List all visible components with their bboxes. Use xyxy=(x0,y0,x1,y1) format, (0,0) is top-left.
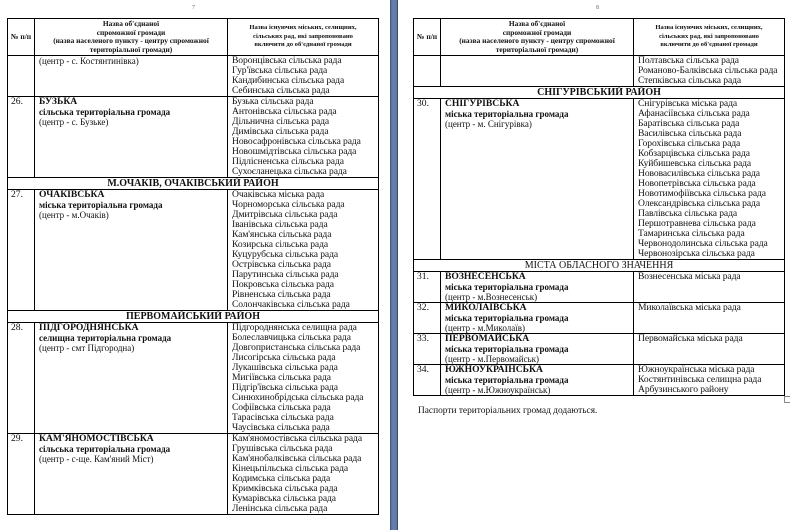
community-name: ВОЗНЕСЕНСЬКА xyxy=(445,271,526,283)
council-name: Костянтинівська селищна рада xyxy=(638,374,762,386)
community-type: сільська територіальна громада xyxy=(39,107,171,118)
council-name: Чорноморська сільська рада xyxy=(232,199,345,211)
council-name: Антонівська сільська рада xyxy=(232,106,337,118)
council-name: Кандибинська сільська рада xyxy=(232,75,345,87)
communities-table xyxy=(7,18,379,515)
council-name: Лисогірська сільська рада xyxy=(232,352,336,364)
community-cell xyxy=(441,334,634,365)
header-councils xyxy=(634,19,785,56)
council-name: Кам'яномостівська сільська рада xyxy=(232,433,362,445)
council-name: Підлісненська сільська рада xyxy=(232,156,344,168)
table-row xyxy=(8,434,379,515)
council-name: Іванівська сільська рада xyxy=(232,219,328,231)
council-name: Рівненська сільська рада xyxy=(232,289,331,301)
council-name: Кінецьпільська сільська рада xyxy=(232,463,349,475)
community-cell xyxy=(441,99,634,260)
council-name: Павлівська сільська рада xyxy=(638,208,738,220)
header-line: територіальної громади) xyxy=(89,44,173,54)
community-center: (центр - с. Костянтинівка) xyxy=(39,56,139,67)
header-number: № п/п xyxy=(8,19,35,56)
council-name: Ленінська сільська рада xyxy=(232,503,328,515)
row-number xyxy=(414,56,441,87)
header-line: спроможної громади xyxy=(96,27,166,37)
council-name: Грушівська сільська рада xyxy=(232,443,333,455)
council-name: Синюхинобрідська сільська рада xyxy=(232,392,364,404)
header-line: сільських рад, які запропоновано xyxy=(659,32,759,40)
council-name: Підгір'ївська сільська рада xyxy=(232,382,338,394)
section-header-row xyxy=(8,178,379,190)
councils-cell xyxy=(228,190,379,311)
council-name: Першотравнева сільська рада xyxy=(638,218,756,230)
community-type: сільська територіальна громада xyxy=(39,444,171,455)
header-community-name xyxy=(441,19,634,56)
header-line: включити до об'єднаної громади xyxy=(254,41,352,49)
document-page-7 xyxy=(0,0,390,530)
table-resize-handle[interactable] xyxy=(784,396,790,403)
council-name: Лукашівська сільська рада xyxy=(232,362,338,374)
row-number: 34. xyxy=(414,365,441,396)
community-name: КАМ'ЯНОМОСТІВСЬКА xyxy=(39,433,154,445)
header-line: Назва існуючих міських, селищних, xyxy=(655,24,763,32)
council-name: Полтавська сільська рада xyxy=(638,55,739,67)
table-header-row xyxy=(8,19,379,56)
header-line: сільських рад, які запропоновано xyxy=(253,32,353,40)
councils-cell xyxy=(634,56,785,87)
community-cell xyxy=(35,190,228,311)
community-cell xyxy=(441,365,634,396)
council-name: Горохівська сільська рада xyxy=(638,138,741,150)
row-number: 32. xyxy=(414,303,441,334)
council-name: Кам'янська сільська рада xyxy=(232,229,332,241)
council-name: Себинська сільська рада xyxy=(232,85,330,97)
council-name: Воронцівська сільська рада xyxy=(232,55,342,67)
community-cell xyxy=(35,97,228,178)
district-title: МІСТА ОБЛАСНОГО ЗНАЧЕННЯ xyxy=(414,260,785,272)
community-center: (центр - м.Вознесенськ) xyxy=(445,292,538,303)
table-row xyxy=(414,334,785,365)
council-name: Снігурівська міська рада xyxy=(638,98,738,110)
council-name: Василівська сільська рада xyxy=(638,128,742,140)
council-name: Козирська сільська рада xyxy=(232,239,329,251)
table-row xyxy=(414,272,785,303)
council-name: Парутинська сільська рада xyxy=(232,269,339,281)
community-name: ПЕРВОМАЙСЬКА xyxy=(445,333,530,345)
council-name: Червонозірська сільська рада xyxy=(638,248,755,260)
row-number: 28. xyxy=(8,323,35,434)
header-line: Назва існуючих міських, селищних, xyxy=(249,24,357,32)
table-body xyxy=(8,56,379,515)
councils-cell xyxy=(228,323,379,434)
row-number: 31. xyxy=(414,272,441,303)
council-name: Димівська сільська рада xyxy=(232,126,329,138)
council-name: Чаусівська сільська рада xyxy=(232,422,330,434)
community-type: міська територіальна громада xyxy=(445,375,569,386)
community-center: (центр - с-ще. Кам'яний Міст) xyxy=(39,454,154,465)
council-name: Червонодолинська сільська рада xyxy=(638,238,768,250)
row-number: 29. xyxy=(8,434,35,515)
community-cell xyxy=(35,434,228,515)
community-name: ПІДГОРОДНЯНСЬКА xyxy=(39,322,139,334)
table-row xyxy=(414,303,785,334)
council-name: Южноукраїнська міська рада xyxy=(638,364,755,376)
community-type: міська територіальна громада xyxy=(39,200,163,211)
row-number: 33. xyxy=(414,334,441,365)
table-row xyxy=(414,365,785,396)
council-name: Новотимофіївська сільська рада xyxy=(638,188,766,200)
page-number: 7 xyxy=(192,5,195,11)
table-body xyxy=(414,56,785,396)
table-row xyxy=(8,190,379,311)
footnote: Паспорти територіальних громад додаються. xyxy=(418,406,598,416)
district-title: М.ОЧАКІВ, ОЧАКІВСЬКИЙ РАЙОН xyxy=(8,178,379,190)
council-name: Мигіївська сільська рада xyxy=(232,372,331,384)
table-row xyxy=(8,97,379,178)
council-name: Софіївська сільська рада xyxy=(232,402,331,414)
council-name: Покровська сільська рада xyxy=(232,279,334,291)
community-cell xyxy=(35,56,228,97)
council-name: Романово-Балківська сільська рада xyxy=(638,65,778,77)
community-type: міська територіальна громада xyxy=(445,282,569,293)
community-center: (центр - м. Снігурівка) xyxy=(445,119,532,130)
page-number: 8 xyxy=(596,5,599,11)
council-name: Куцурубська сільська рада xyxy=(232,249,339,261)
community-center: (центр - м.Очаків) xyxy=(39,210,109,221)
council-name: Дільнична сільська рада xyxy=(232,116,330,128)
council-name: Довгопристанська сільська рада xyxy=(232,342,361,354)
header-number: № п/п xyxy=(414,19,441,56)
community-center: (центр - смт Підгородна) xyxy=(39,343,135,354)
header-line: (назва населеного пункту - центру спроможної xyxy=(53,36,209,46)
council-name: Арбузинського району xyxy=(638,384,729,396)
council-name: Новосафронівська сільська рада xyxy=(232,136,361,148)
council-name: Кодимська сільська рада xyxy=(232,473,331,485)
councils-cell xyxy=(634,272,785,303)
row-number: 26. xyxy=(8,97,35,178)
council-name: Нововасилівська сільська рада xyxy=(638,168,760,180)
row-number: 27. xyxy=(8,190,35,311)
community-type: міська територіальна громада xyxy=(445,344,569,355)
document-page-8 xyxy=(398,0,790,530)
table-row xyxy=(414,56,785,87)
section-header-row xyxy=(414,260,785,272)
header-councils xyxy=(228,19,379,56)
header-line: Назва об'єднаної xyxy=(102,19,160,28)
council-name: Вознесенська міська рада xyxy=(638,271,741,283)
council-name: Дмитрівська сільська рада xyxy=(232,209,338,221)
council-name: Афанасіївська сільська рада xyxy=(638,108,750,120)
council-name: Куйбишевська сільська рада xyxy=(638,158,752,170)
community-name: БУЗЬКА xyxy=(39,96,78,108)
councils-cell xyxy=(228,97,379,178)
council-name: Острівська сільська рада xyxy=(232,259,331,271)
council-name: Олександрівська сільська рада xyxy=(638,198,760,210)
community-center: (центр - м.Миколаїв) xyxy=(445,323,525,334)
section-header-row xyxy=(414,87,785,99)
page-divider xyxy=(390,0,398,530)
council-name: Баратівська сільська рада xyxy=(638,118,740,130)
council-name: Сухоєланецька сільська рада xyxy=(232,166,347,178)
district-title: ПЕРВОМАЙСЬКИЙ РАЙОН xyxy=(8,311,379,323)
council-name: Бузька сільська рада xyxy=(232,96,314,108)
communities-table xyxy=(413,18,785,396)
council-name: Миколаївська міська рада xyxy=(638,302,741,314)
table-header-row xyxy=(414,19,785,56)
community-name: МИКОЛАЇВСЬКА xyxy=(445,302,527,314)
councils-cell xyxy=(228,56,379,97)
community-cell xyxy=(441,56,634,87)
council-name: Кримківська сільська рада xyxy=(232,483,338,495)
councils-cell xyxy=(634,334,785,365)
council-name: Підгороднянська селищна рада xyxy=(232,322,357,334)
council-name: Тарасівська сільська рада xyxy=(232,412,334,424)
council-name: Гур'ївська сільська рада xyxy=(232,65,328,77)
community-center: (центр - м.Южноукраїнськ) xyxy=(445,385,551,396)
council-name: Тамаринська сільська рада xyxy=(638,228,745,240)
council-name: Новошмідтівська сільська рада xyxy=(232,146,357,158)
council-name: Кумарівська сільська рада xyxy=(232,493,336,505)
community-name: ОЧАКІВСЬКА xyxy=(39,189,105,201)
councils-cell xyxy=(634,303,785,334)
header-line: територіальної громади) xyxy=(495,44,579,54)
table-row xyxy=(8,323,379,434)
community-name: ЮЖНОУКРАЇНСЬКА xyxy=(445,364,543,376)
community-type: селищна територіальна громада xyxy=(39,333,172,344)
header-line: спроможної громади xyxy=(502,27,572,37)
community-name: СНІГУРІВСЬКА xyxy=(445,98,520,110)
community-cell xyxy=(441,303,634,334)
row-number: 30. xyxy=(414,99,441,260)
council-name: Солончаківська сільська рада xyxy=(232,299,350,311)
district-title: СНІГУРІВСЬКИЙ РАЙОН xyxy=(414,87,785,99)
council-name: Очаківська міська рада xyxy=(232,189,325,201)
council-name: Степківська сільська рада xyxy=(638,75,742,87)
header-community-name xyxy=(35,19,228,56)
council-name: Новопетрівська сільська рада xyxy=(638,178,756,190)
council-name: Кам'янобалківська сільська рада xyxy=(232,453,362,465)
table-row xyxy=(414,99,785,260)
header-line: Назва об'єднаної xyxy=(508,19,566,28)
header-line: (назва населеного пункту - центру спроможної xyxy=(459,36,615,46)
section-header-row xyxy=(8,311,379,323)
community-center: (центр - м.Первомайськ) xyxy=(445,354,540,365)
community-type: міська територіальна громада xyxy=(445,109,569,120)
council-name: Первомайська міська рада xyxy=(638,333,743,345)
councils-cell xyxy=(634,365,785,396)
community-center: (центр - с. Бузьке) xyxy=(39,117,109,128)
councils-cell xyxy=(228,434,379,515)
council-name: Болеславчицька сільська рада xyxy=(232,332,351,344)
community-cell xyxy=(35,323,228,434)
councils-cell xyxy=(634,99,785,260)
row-number xyxy=(8,56,35,97)
header-line: включити до об'єднаної громади xyxy=(660,41,758,49)
table-row xyxy=(8,56,379,97)
council-name: Кобзарцівська сільська рада xyxy=(638,148,750,160)
community-cell xyxy=(441,272,634,303)
community-type: міська територіальна громада xyxy=(445,313,569,324)
